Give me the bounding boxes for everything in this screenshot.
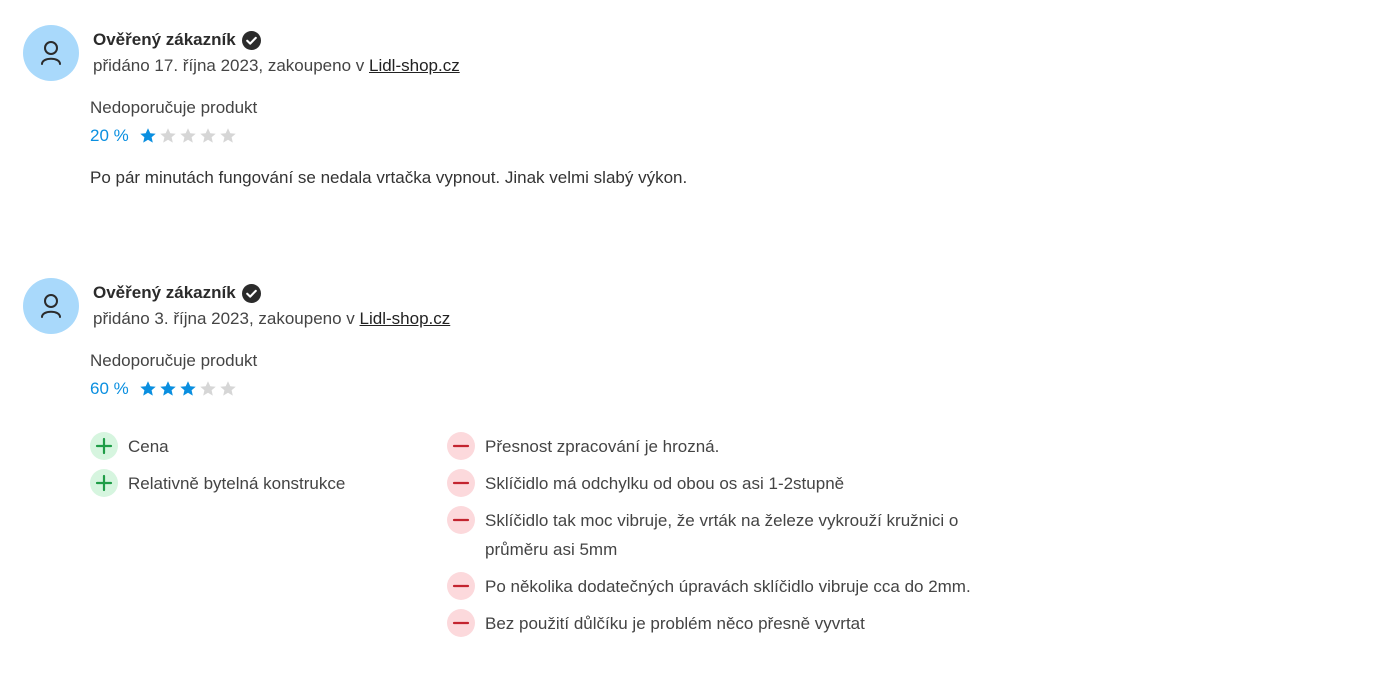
- con-text: Sklíčidlo má odchylku od obou os asi 1-2stupně: [485, 474, 845, 493]
- pro-item: [90, 469, 420, 498]
- con-item: [447, 609, 1007, 638]
- avatar: [23, 278, 79, 334]
- star-empty-icon: [199, 127, 217, 145]
- pro-text: Cena: [128, 437, 169, 456]
- user-icon: [39, 292, 63, 320]
- recommendation-label: Nedoporučuje produkt: [90, 351, 258, 370]
- star-empty-icon: [199, 380, 217, 398]
- con-item: [447, 469, 1007, 498]
- star-rating: [139, 127, 237, 145]
- star-filled-icon: [159, 380, 177, 398]
- shop-link[interactable]: Lidl-shop.cz: [359, 309, 451, 328]
- con-text: Bez použití důlčíku je problém něco přesně vyvrtat: [485, 614, 865, 633]
- star-rating: [139, 380, 237, 398]
- con-item: [447, 432, 1007, 461]
- minus-icon: [447, 432, 475, 460]
- reviewer-name: [93, 283, 261, 303]
- con-text: Sklíčidlo tak moc vibruje, že vrták na železe vykrouží kružnici o průměru asi 5mm: [485, 511, 959, 559]
- review-date: přidáno 3. října 2023, zakoupeno v: [93, 309, 360, 328]
- star-filled-icon: [179, 380, 197, 398]
- reviewer-name-text: Ověřený zákazník: [93, 30, 236, 49]
- con-item: [447, 572, 1007, 601]
- reviewer-name-text: Ověřený zákazník: [93, 283, 236, 302]
- review-comment: Po pár minutách fungování se nedala vrtačka vypnout. Jinak velmi slabý výkon.: [90, 168, 688, 187]
- avatar: [23, 25, 79, 81]
- pro-item: [90, 432, 420, 461]
- plus-icon: [90, 432, 118, 460]
- review-date: přidáno 17. října 2023, zakoupeno v: [93, 56, 369, 75]
- pro-text: Relativně bytelná konstrukce: [128, 474, 346, 493]
- user-icon: [39, 39, 63, 67]
- minus-icon: [447, 469, 475, 497]
- cons-list: [447, 432, 1007, 646]
- review-meta: [93, 56, 460, 76]
- rating-percent: 60 %: [90, 379, 129, 398]
- plus-icon: [90, 469, 118, 497]
- minus-icon: [447, 506, 475, 534]
- check-circle-icon: [242, 31, 261, 50]
- rating: [90, 126, 237, 146]
- check-circle-icon: [242, 284, 261, 303]
- con-text: Přesnost zpracování je hrozná.: [485, 437, 720, 456]
- star-empty-icon: [219, 127, 237, 145]
- star-empty-icon: [179, 127, 197, 145]
- star-empty-icon: [159, 127, 177, 145]
- minus-icon: [447, 609, 475, 637]
- review-meta: [93, 309, 450, 329]
- pros-list: [90, 432, 420, 506]
- recommendation-label: Nedoporučuje produkt: [90, 98, 258, 117]
- reviewer-name: [93, 30, 261, 50]
- minus-icon: [447, 572, 475, 600]
- rating: [90, 379, 237, 399]
- shop-link[interactable]: Lidl-shop.cz: [368, 56, 460, 75]
- star-filled-icon: [139, 127, 157, 145]
- star-filled-icon: [139, 380, 157, 398]
- con-text: Po několika dodatečných úpravách sklíčidlo vibruje cca do 2mm.: [485, 577, 971, 596]
- rating-percent: 20 %: [90, 126, 129, 145]
- star-empty-icon: [219, 380, 237, 398]
- con-item: [447, 506, 1007, 564]
